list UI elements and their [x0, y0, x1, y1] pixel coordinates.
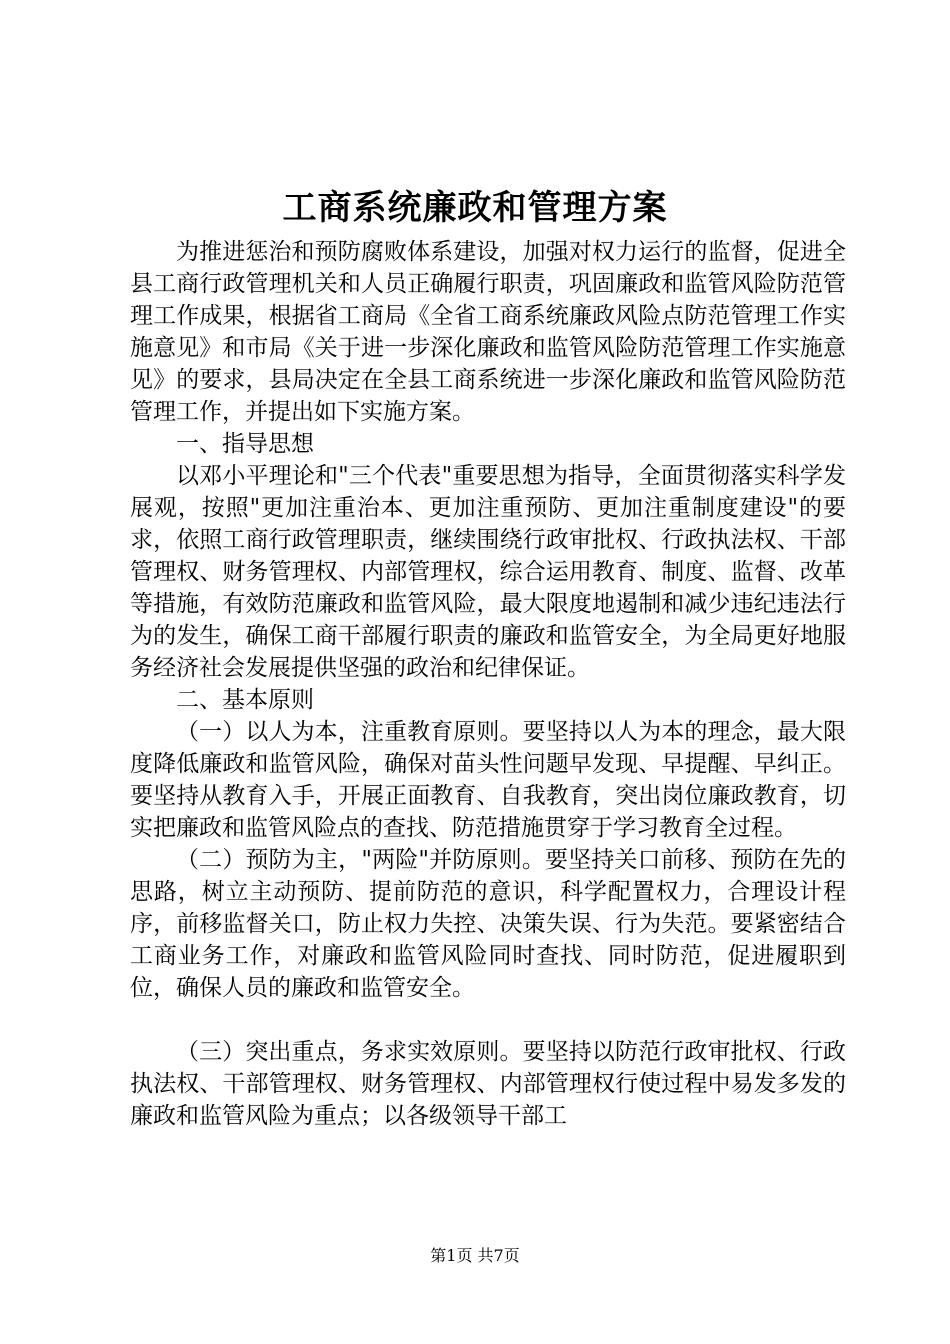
principle-2-paragraph: （二）预防为主，"两险"并防原则。要坚持关口前移、预防在先的思路，树立主动预防、提前防范的意识，科学配置权力，合理设计程序，前移监督关口，防止权力失控、决策失误、行为失范。要紧密结合工商业务工作，对廉政和监管风险同时查找、同时防范，促进履职到位，确保人员的廉政和监管安全。 [130, 847, 846, 1001]
principle-1-paragraph: （一）以人为本，注重教育原则。要坚持以人为本的理念，最大限度降低廉政和监管风险，确保对苗头性问题早发现、早提醒、早纠正。要坚持从教育入手，开展正面教育、自我教育，突出岗位廉政教育，切实把廉政和监管风险点的查找、防范措施贯穿于学习教育全过程。 [130, 719, 846, 841]
section-heading-basic-principles: 二、基本原则 [176, 687, 314, 713]
section-heading-guiding-ideology: 一、指导思想 [176, 431, 314, 457]
guiding-ideology-paragraph: 以邓小平理论和"三个代表"重要思想为指导，全面贯彻落实科学发展观，按照"更加注重治本、更加注重预防、更加注重制度建设"的要求，依照工商行政管理职责，继续围绕行政审批权、行政执法权、干部管理权、财务管理权、内部管理权，综合运用教育、制度、监督、改革等措施，有效防范廉政和监管风险，最大限度地遏制和减少违纪违法行为的发生，确保工商干部履行职责的廉政和监管安全，为全局更好地服务经济社会发展提供坚强的政治和纪律保证。 [130, 463, 846, 681]
document-body [130, 236, 846, 1132]
page-title: 工商系统廉政和管理方案 [282, 188, 668, 228]
intro-paragraph: 为推进惩治和预防腐败体系建设，加强对权力运行的监督，促进全县工商行政管理机关和人员正确履行职责，巩固廉政和监管风险防范管理工作成果，根据省工商局《全省工商系统廉政风险点防范管理工作实施意见》和市局《关于进一步深化廉政和监管风险防范管理工作实施意见》的要求，县局决定在全县工商系统进一步深化廉政和监管风险防范管理工作，并提出如下实施方案。 [130, 239, 846, 425]
principle-3-paragraph: （三）突出重点，务求实效原则。要坚持以防范行政审批权、行政执法权、干部管理权、财务管理权、内部管理权行使过程中易发多发的廉政和监管风险为重点；以各级领导干部工 [130, 1039, 846, 1129]
page-footer: 第1页 共7页 [430, 1246, 520, 1265]
paragraph-spacer [130, 1004, 846, 1036]
